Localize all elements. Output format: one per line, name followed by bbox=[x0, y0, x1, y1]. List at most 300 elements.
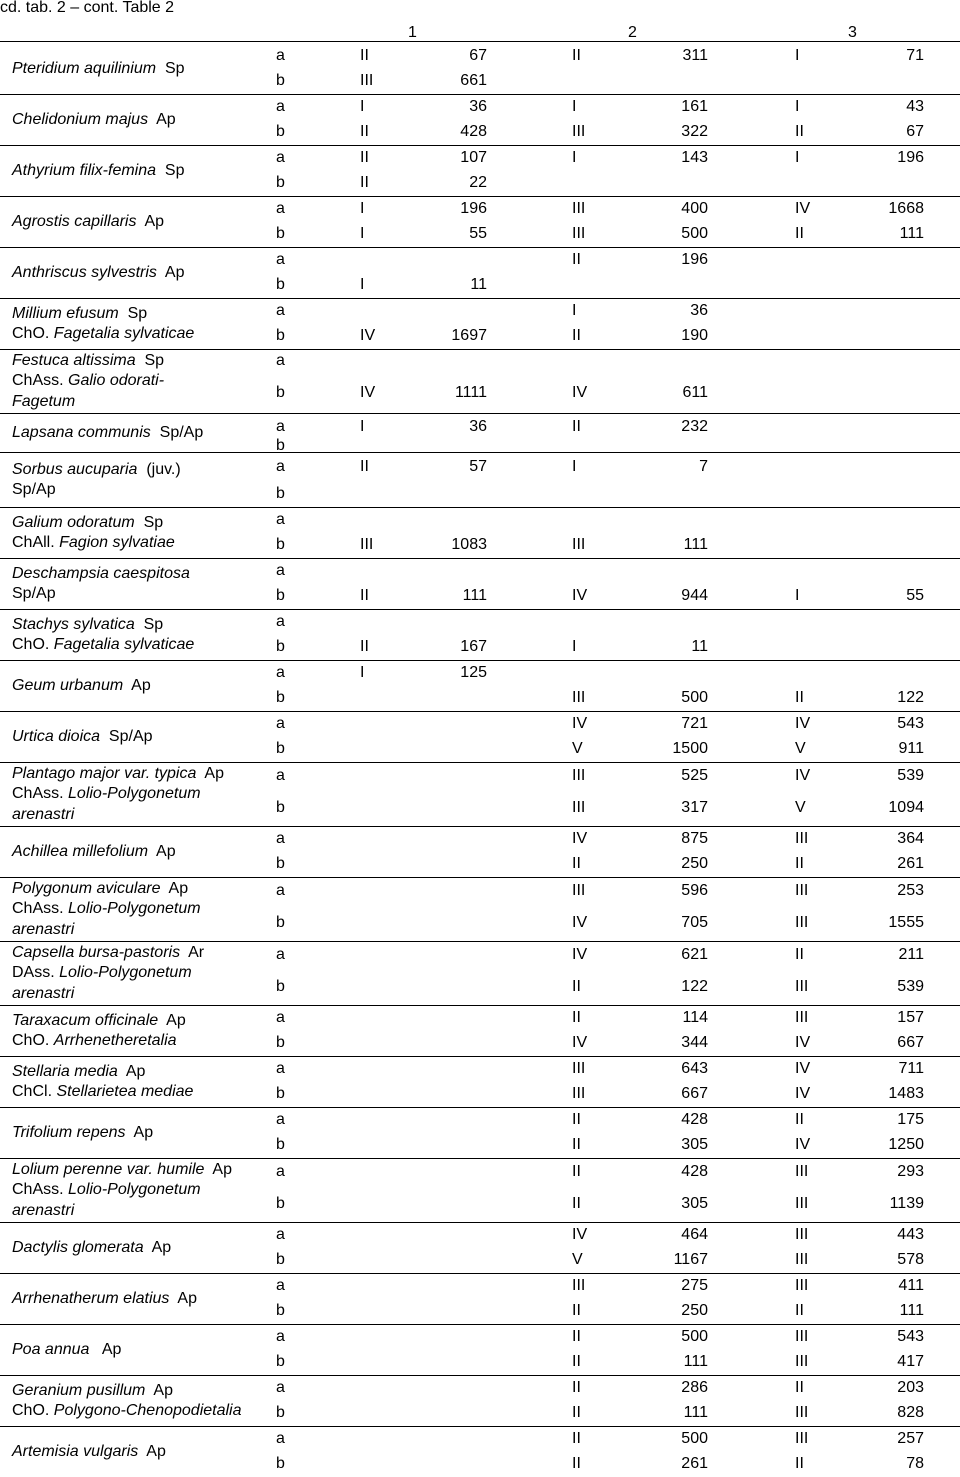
species-group bbox=[0, 414, 960, 453]
cell-v3: 67 bbox=[906, 123, 924, 140]
cell-r2: II bbox=[572, 977, 581, 995]
cell-v2: 317 bbox=[681, 798, 708, 816]
cell-sub: b bbox=[276, 225, 285, 242]
cell-v2: 611 bbox=[682, 383, 708, 401]
cell-sub: b bbox=[276, 123, 285, 140]
italic-text: Lolio-Polygonetum bbox=[68, 900, 201, 918]
cell-sub: a bbox=[276, 149, 285, 166]
cell-v3: 364 bbox=[897, 830, 924, 847]
species-group bbox=[0, 942, 960, 1006]
cell-r2: I bbox=[572, 98, 577, 115]
plain-text: ChAss. bbox=[12, 785, 69, 803]
plain-text: Ap bbox=[145, 1381, 173, 1399]
cell-v2: 275 bbox=[681, 1277, 708, 1294]
italic-text: Dactylis glomerata bbox=[12, 1238, 144, 1256]
cell-v2: 114 bbox=[682, 1009, 708, 1026]
cell-v1: 125 bbox=[460, 664, 487, 681]
cell-r2: IV bbox=[572, 1034, 588, 1051]
cell-v2: 721 bbox=[681, 715, 708, 732]
species-group bbox=[0, 712, 960, 763]
cell-v3: 122 bbox=[897, 689, 924, 706]
cell-v2: 596 bbox=[681, 882, 708, 899]
cell-r3: III bbox=[795, 1404, 809, 1421]
cell-v2: 305 bbox=[681, 1136, 708, 1153]
cell-v1: 22 bbox=[469, 174, 487, 191]
italic-text: Pteridium aquilinium bbox=[12, 59, 157, 77]
table-row bbox=[0, 851, 960, 877]
cell-r1: II bbox=[360, 638, 369, 655]
table-row bbox=[0, 323, 960, 349]
cell-sub: b bbox=[276, 1302, 285, 1319]
plain-text: Sp/Ap bbox=[12, 481, 56, 498]
cell-v3: 71 bbox=[906, 47, 924, 64]
italic-text: Millium efusum bbox=[12, 304, 119, 322]
cell-v2: 500 bbox=[681, 1430, 708, 1447]
cell-r3: II bbox=[795, 1111, 804, 1128]
italic-text: Galio odorati- bbox=[68, 372, 165, 390]
cell-v3: 1250 bbox=[888, 1136, 924, 1153]
cell-sub: a bbox=[276, 613, 285, 630]
cell-r1: I bbox=[360, 98, 365, 115]
cell-v2: 1500 bbox=[672, 740, 708, 757]
plain-text: ChAss. bbox=[12, 900, 69, 918]
cell-sub: a bbox=[276, 200, 285, 217]
plain-text: Sp/Ap bbox=[100, 727, 153, 745]
table-row bbox=[0, 685, 960, 711]
cell-v2: 11 bbox=[691, 638, 708, 655]
cell-r2: II bbox=[572, 1430, 581, 1447]
cell-sub: b bbox=[276, 1353, 285, 1370]
italic-text: Athyrium filix-femina bbox=[12, 161, 157, 179]
cell-v2: 1167 bbox=[673, 1251, 708, 1268]
cell-r3: III bbox=[795, 1277, 809, 1294]
cell-v3: 78 bbox=[906, 1455, 924, 1472]
plain-text: ChO. bbox=[12, 1402, 54, 1419]
cell-r3: II bbox=[795, 855, 804, 872]
cell-v2: 250 bbox=[681, 1302, 708, 1319]
cell-r2: III bbox=[572, 225, 586, 242]
cell-r1: II bbox=[360, 123, 369, 140]
cell-r1: II bbox=[360, 587, 369, 604]
cell-sub: b bbox=[276, 383, 285, 401]
plain-text: Ap bbox=[138, 1442, 166, 1460]
plain-text: (juv.) bbox=[137, 460, 181, 478]
plain-text: Sp/Ap bbox=[150, 423, 204, 441]
species-group bbox=[0, 1108, 960, 1159]
species-group bbox=[0, 1376, 960, 1427]
cell-v1: 111 bbox=[462, 587, 487, 604]
cell-r2: IV bbox=[572, 383, 588, 401]
cell-r3: III bbox=[795, 882, 809, 899]
plain-text: Sp bbox=[156, 161, 185, 179]
cell-r2: IV bbox=[572, 830, 588, 847]
cell-v3: 111 bbox=[899, 225, 924, 242]
cell-r2: II bbox=[572, 327, 581, 344]
plain-text: ChAss. bbox=[12, 372, 69, 390]
cell-sub: b bbox=[276, 485, 285, 502]
table-row bbox=[0, 712, 960, 736]
species-group bbox=[0, 508, 960, 559]
cell-r3: III bbox=[795, 977, 809, 995]
cell-v3: 543 bbox=[897, 1328, 924, 1345]
table-row bbox=[0, 248, 960, 272]
cell-v3: 175 bbox=[897, 1111, 924, 1128]
cell-v3: 543 bbox=[897, 715, 924, 732]
cell-sub: a bbox=[276, 1226, 285, 1243]
cell-r2: II bbox=[572, 418, 581, 435]
cell-r3: II bbox=[795, 225, 804, 242]
header-rule bbox=[0, 41, 960, 42]
cell-r3: II bbox=[795, 123, 804, 140]
cell-sub: a bbox=[276, 715, 285, 732]
table-row bbox=[0, 827, 960, 851]
cell-r2: II bbox=[572, 1302, 581, 1319]
cell-r3: IV bbox=[795, 200, 811, 217]
cell-r1: I bbox=[360, 418, 365, 435]
plain-text: Ap bbox=[123, 676, 151, 694]
cell-r2: II bbox=[572, 855, 581, 872]
species-group bbox=[0, 1057, 960, 1108]
cell-sub: b bbox=[276, 1136, 285, 1153]
cell-r2: III bbox=[572, 1085, 586, 1102]
table-row bbox=[0, 1376, 960, 1400]
cell-r2: II bbox=[572, 1111, 581, 1128]
table-row bbox=[0, 1006, 960, 1030]
cell-sub: a bbox=[276, 562, 285, 579]
species-group bbox=[0, 763, 960, 827]
italic-text: Arrhenetheretalia bbox=[53, 1032, 177, 1049]
cell-r3: I bbox=[795, 149, 800, 166]
cell-v2: 428 bbox=[681, 1111, 708, 1128]
italic-text: Arrhenatherum elatius bbox=[12, 1289, 170, 1307]
cell-v2: 261 bbox=[681, 1455, 708, 1472]
cell-r2: III bbox=[572, 767, 586, 784]
cell-sub: b bbox=[276, 913, 285, 931]
table-row bbox=[0, 1132, 960, 1158]
species-group bbox=[0, 1006, 960, 1057]
cell-v2: 196 bbox=[681, 251, 708, 268]
italic-text: Achillea millefolium bbox=[12, 842, 149, 860]
table-row bbox=[0, 634, 960, 660]
italic-text: arenastri bbox=[12, 920, 75, 938]
species-group bbox=[0, 453, 960, 508]
cell-v3: 1668 bbox=[888, 200, 924, 217]
cell-r3: IV bbox=[795, 1034, 811, 1051]
plain-text: Ar bbox=[180, 943, 205, 961]
cell-sub: b bbox=[276, 174, 285, 191]
table-row bbox=[0, 299, 960, 323]
cell-v3: 257 bbox=[897, 1430, 924, 1447]
italic-text: Lolium perenne var. humile bbox=[12, 1160, 205, 1178]
cell-sub: a bbox=[276, 458, 285, 475]
cell-v2: 428 bbox=[681, 1163, 708, 1180]
italic-text: Chelidonium majus bbox=[12, 110, 149, 128]
italic-text: Polygonum aviculare bbox=[12, 879, 161, 897]
species-group bbox=[0, 1223, 960, 1274]
plain-text: ChAss. bbox=[12, 1181, 69, 1199]
table-row bbox=[0, 146, 960, 170]
cell-v3: 211 bbox=[898, 946, 924, 963]
plain-text: Ap bbox=[148, 842, 176, 860]
cell-r2: V bbox=[572, 1251, 583, 1268]
italic-text: arenastri bbox=[12, 805, 75, 823]
species-group bbox=[0, 146, 960, 197]
cell-r2: III bbox=[572, 798, 586, 816]
cell-v2: 400 bbox=[681, 200, 708, 217]
plain-text: Ap bbox=[143, 1238, 172, 1256]
plain-text: Ap bbox=[117, 1062, 146, 1080]
italic-text: Sorbus aucuparia bbox=[12, 460, 138, 478]
italic-text: Geranium pusillum bbox=[12, 1381, 146, 1399]
plain-text: Ap bbox=[196, 764, 224, 782]
cell-v1: 1083 bbox=[451, 536, 487, 553]
cell-v2: 305 bbox=[681, 1194, 708, 1212]
cell-v2: 122 bbox=[681, 977, 708, 995]
cell-r3: V bbox=[795, 798, 806, 816]
cell-v2: 875 bbox=[681, 830, 708, 847]
cell-r3: III bbox=[795, 1251, 809, 1268]
table-row bbox=[0, 372, 960, 413]
cell-r2: II bbox=[572, 1328, 581, 1345]
cell-v2: 667 bbox=[681, 1085, 708, 1102]
cell-v3: 111 bbox=[899, 1302, 924, 1319]
cell-v1: 196 bbox=[460, 200, 487, 217]
cell-r3: IV bbox=[795, 767, 811, 784]
plain-text: Sp bbox=[134, 615, 164, 633]
species-group bbox=[0, 248, 960, 299]
table-row bbox=[0, 610, 960, 634]
plain-text: ChO. bbox=[12, 636, 54, 653]
italic-text: Stellarietea mediae bbox=[56, 1083, 194, 1100]
italic-text: Stellaria media bbox=[12, 1062, 118, 1080]
table-row bbox=[0, 1108, 960, 1132]
cell-sub: b bbox=[276, 1251, 285, 1268]
italic-text: Trifolium repens bbox=[12, 1123, 126, 1141]
plain-text: Sp bbox=[156, 59, 185, 77]
cell-v3: 1094 bbox=[888, 798, 924, 816]
cell-v3: 55 bbox=[906, 587, 924, 604]
cell-sub: a bbox=[276, 664, 285, 681]
cell-r3: III bbox=[795, 1353, 809, 1370]
cell-sub: a bbox=[276, 1430, 285, 1447]
cell-r3: III bbox=[795, 1194, 809, 1212]
cell-r1: I bbox=[360, 664, 365, 681]
cell-v2: 111 bbox=[683, 1353, 708, 1370]
italic-text: arenastri bbox=[12, 1201, 75, 1219]
plain-text: Sp bbox=[135, 351, 165, 369]
table-row bbox=[0, 1349, 960, 1375]
table-caption: cd. tab. 2 – cont. Table 2 bbox=[0, 0, 175, 16]
cell-v2: 944 bbox=[681, 587, 708, 604]
cell-v3: 293 bbox=[897, 1163, 924, 1180]
cell-r3: III bbox=[795, 1226, 809, 1243]
cell-r2: I bbox=[572, 638, 577, 655]
cell-v3: 196 bbox=[897, 149, 924, 166]
table-row bbox=[0, 95, 960, 119]
cell-sub: b bbox=[276, 437, 285, 454]
plain-text: ChO. bbox=[12, 1032, 54, 1049]
cell-r3: I bbox=[795, 587, 800, 604]
cell-sub: a bbox=[276, 1111, 285, 1128]
plain-text: ChCl. bbox=[12, 1083, 57, 1100]
cell-sub: b bbox=[276, 1455, 285, 1472]
cell-v1: 36 bbox=[469, 98, 487, 115]
cell-r2: II bbox=[572, 1379, 581, 1396]
table-row bbox=[0, 414, 960, 440]
cell-v2: 705 bbox=[681, 913, 708, 931]
table-row bbox=[0, 789, 960, 826]
cell-sub: a bbox=[276, 1379, 285, 1396]
cell-sub: a bbox=[276, 767, 285, 784]
cell-v1: 167 bbox=[460, 638, 487, 655]
italic-text: Lolio-Polygonetum bbox=[68, 785, 201, 803]
table-row bbox=[0, 221, 960, 247]
cell-v1: 67 bbox=[469, 47, 487, 64]
cell-r2: III bbox=[572, 1060, 586, 1077]
cell-v1: 36 bbox=[469, 418, 487, 435]
cell-v3: 417 bbox=[897, 1353, 924, 1370]
cell-v1: 1697 bbox=[451, 327, 487, 344]
table-row bbox=[0, 1427, 960, 1451]
column-header-2: 2 bbox=[628, 24, 637, 41]
cell-v2: 7 bbox=[699, 458, 708, 475]
cell-v2: 36 bbox=[690, 302, 708, 319]
cell-sub: b bbox=[276, 638, 285, 655]
species-table bbox=[0, 44, 960, 1477]
cell-sub: a bbox=[276, 1060, 285, 1077]
cell-r2: II bbox=[572, 47, 581, 64]
table-row bbox=[0, 350, 960, 372]
cell-r2: II bbox=[572, 251, 581, 268]
species-group bbox=[0, 878, 960, 942]
table-row bbox=[0, 736, 960, 762]
table-row bbox=[0, 1159, 960, 1185]
plain-text: Sp/Ap bbox=[12, 585, 56, 602]
table-row bbox=[0, 904, 960, 941]
cell-r3: II bbox=[795, 1379, 804, 1396]
italic-text: Artemisia vulgaris bbox=[12, 1442, 139, 1460]
cell-r3: IV bbox=[795, 1085, 811, 1102]
table-row bbox=[0, 453, 960, 481]
italic-text: Capsella bursa-pastoris bbox=[12, 943, 181, 961]
species-group bbox=[0, 661, 960, 712]
cell-sub: b bbox=[276, 1194, 285, 1212]
table-row bbox=[0, 437, 960, 454]
cell-sub: a bbox=[276, 1328, 285, 1345]
italic-text: Urtica dioica bbox=[12, 727, 101, 745]
cell-v3: 711 bbox=[898, 1060, 924, 1077]
cell-v3: 43 bbox=[906, 98, 924, 115]
cell-sub: b bbox=[276, 1034, 285, 1051]
cell-v2: 111 bbox=[683, 1404, 708, 1421]
cell-r3: III bbox=[795, 1328, 809, 1345]
cell-r2: I bbox=[572, 302, 577, 319]
italic-text: arenastri bbox=[12, 984, 75, 1002]
table-row bbox=[0, 968, 960, 1005]
italic-text: Fagetalia sylvaticae bbox=[53, 325, 195, 342]
cell-sub: a bbox=[276, 251, 285, 268]
cell-v2: 143 bbox=[681, 149, 708, 166]
cell-sub: b bbox=[276, 276, 285, 293]
italic-text: Plantago major var. typica bbox=[12, 764, 197, 782]
cell-r3: I bbox=[795, 98, 800, 115]
cell-sub: a bbox=[276, 946, 285, 963]
table-row bbox=[0, 1057, 960, 1081]
cell-v2: 190 bbox=[681, 327, 708, 344]
cell-r2: V bbox=[572, 740, 583, 757]
cell-sub: b bbox=[276, 855, 285, 872]
species-group bbox=[0, 197, 960, 248]
cell-r2: II bbox=[572, 1353, 581, 1370]
cell-v3: 1483 bbox=[888, 1085, 924, 1102]
cell-v1: 661 bbox=[460, 72, 487, 89]
table-row bbox=[0, 481, 960, 507]
cell-r3: III bbox=[795, 1163, 809, 1180]
cell-v2: 161 bbox=[681, 98, 708, 115]
table-row bbox=[0, 68, 960, 94]
cell-r2: III bbox=[572, 1277, 586, 1294]
table-row bbox=[0, 1185, 960, 1222]
cell-r1: II bbox=[360, 149, 369, 166]
cell-v3: 1139 bbox=[889, 1194, 924, 1212]
table-row bbox=[0, 1274, 960, 1298]
cell-v3: 828 bbox=[897, 1404, 924, 1421]
cell-r3: II bbox=[795, 1302, 804, 1319]
cell-v2: 643 bbox=[681, 1060, 708, 1077]
cell-r2: IV bbox=[572, 913, 588, 931]
italic-text: Poa annua bbox=[12, 1340, 90, 1358]
cell-v2: 621 bbox=[681, 946, 708, 963]
cell-r3: III bbox=[795, 1009, 809, 1026]
cell-r2: II bbox=[572, 1404, 581, 1421]
table-row bbox=[0, 878, 960, 904]
italic-text: Lolio-Polygonetum bbox=[68, 1181, 201, 1199]
table-row bbox=[0, 1030, 960, 1056]
cell-r1: III bbox=[360, 536, 374, 553]
italic-text: Fagetalia sylvaticae bbox=[53, 636, 195, 653]
cell-sub: b bbox=[276, 798, 285, 816]
cell-sub: a bbox=[276, 302, 285, 319]
cell-v3: 253 bbox=[897, 882, 924, 899]
table-row bbox=[0, 942, 960, 968]
cell-sub: b bbox=[276, 72, 285, 89]
cell-v3: 443 bbox=[897, 1226, 924, 1243]
cell-v3: 578 bbox=[897, 1251, 924, 1268]
table-row bbox=[0, 1247, 960, 1273]
cell-v1: 57 bbox=[469, 458, 487, 475]
italic-text: Geum urbanum bbox=[12, 676, 124, 694]
cell-r2: IV bbox=[572, 1226, 588, 1243]
plain-text: ChO. bbox=[12, 325, 54, 342]
cell-sub: a bbox=[276, 1009, 285, 1026]
italic-text: Anthriscus sylvestris bbox=[12, 263, 157, 281]
italic-text: Lapsana communis bbox=[12, 423, 151, 441]
cell-r2: II bbox=[572, 1194, 581, 1212]
table-row bbox=[0, 1223, 960, 1247]
column-header-row bbox=[0, 20, 960, 44]
plain-text: Ap bbox=[125, 1123, 154, 1141]
cell-v1: 107 bbox=[460, 149, 487, 166]
cell-r3: I bbox=[795, 47, 800, 64]
cell-r3: IV bbox=[795, 1060, 811, 1077]
cell-sub: a bbox=[276, 47, 285, 64]
cell-r2: III bbox=[572, 536, 586, 553]
plain-text: Ap bbox=[89, 1340, 122, 1358]
cell-sub: b bbox=[276, 1085, 285, 1102]
species-group bbox=[0, 299, 960, 350]
cell-v1: 1111 bbox=[454, 383, 487, 401]
italic-text: Fagetum bbox=[12, 392, 76, 410]
